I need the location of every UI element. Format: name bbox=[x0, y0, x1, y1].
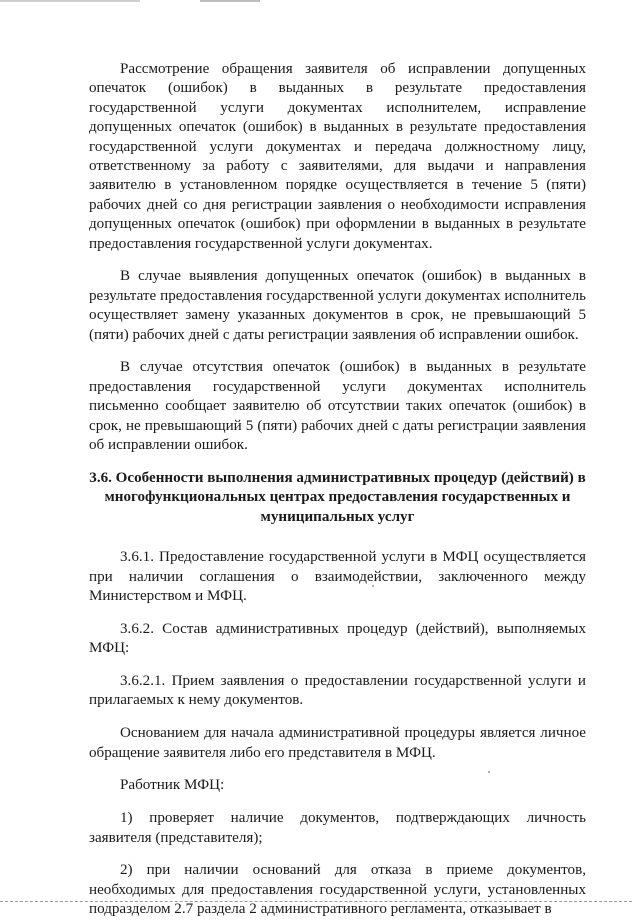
scan-top-edge bbox=[0, 0, 632, 2]
paragraph-3-6-1: 3.6.1. Предоставление государственной услуги в МФЦ осуществляется при наличии соглашения о взаимодействии, заключенного между Министерством и МФЦ. bbox=[89, 549, 586, 604]
scan-bottom-edge bbox=[0, 901, 632, 905]
paragraph-typo-found: В случае выявления допущенных опечаток (ошибок) в выданных в результате предоставления государственной услуги документах исполнитель осуществляет замену указанных документов в срок, не превышающий 5 (пяти) рабочих дней с даты регистрации заявления об исправлении ошибок. bbox=[89, 268, 586, 343]
list-item-1: 1) проверяет наличие документов, подтверждающих личность заявителя (представителя); bbox=[89, 810, 586, 846]
paragraph-worker: Работник МФЦ: bbox=[120, 777, 225, 794]
paragraph-3-6-2: 3.6.2. Состав административных процедур (действий), выполняемых МФЦ: bbox=[89, 620, 586, 657]
list-item-2: 2) при наличии оснований для отказа в приеме документов, необходимых для предоставления государственной услуги, установленных подразделом 2.7 раздела 2 административного регламента, отказывает в bbox=[89, 862, 586, 918]
scan-speck bbox=[372, 585, 374, 587]
document-body bbox=[89, 60, 586, 920]
scan-speck bbox=[488, 771, 490, 773]
paragraph-basis: Основанием для начала административной процедуры является личное обращение заявителя либо его представителя в МФЦ. bbox=[89, 725, 586, 761]
section-heading: 3.6. Особенности выполнения административных процедур (действий) в многофункциональных центрах предоставления государственных и муниципальных услуг bbox=[89, 469, 586, 525]
paragraph-typo-review: Рассмотрение обращения заявителя об исправлении допущенных опечаток (ошибок) в выданных в результате предоставления государственной услуги документах исполнителем, исправление допущенных опечаток (ошибок) в выданных в результате предоставления государственной услуги документах и передача должностному лицу, ответственному за работу с заявителями, для выдачи и направления заявителю в установленном порядке осуществляется в течение 5 (пяти) рабочих дней со дня регистрации заявления о необходимости исправления допущенных опечаток (ошибок) при оформлении в выданных в результате предоставления государственной услуги документах. bbox=[89, 61, 586, 252]
paragraph-3-6-2-1: 3.6.2.1. Прием заявления о предоставлении государственной услуги и прилагаемых к нему документов. bbox=[89, 672, 586, 709]
paragraph-typo-absent: В случае отсутствия опечаток (ошибок) в выданных в результате предоставления государственной услуги документах исполнитель письменно сообщает заявителю об отсутствии таких опечаток (ошибок) в срок, не превышающий 5 (пяти) рабочих дней с даты регистрации заявления об исправлении ошибок. bbox=[89, 359, 586, 454]
